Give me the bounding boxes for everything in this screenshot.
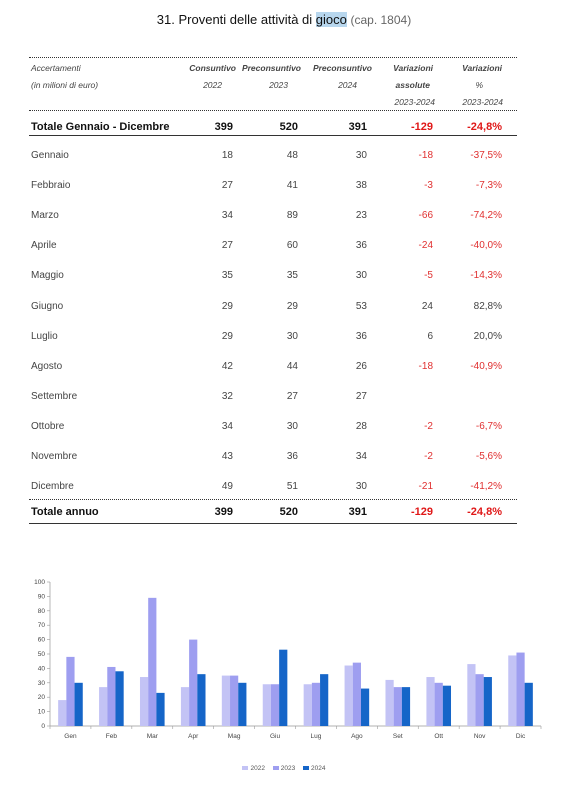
variation-pct: 82,8%	[473, 301, 502, 312]
total-top-2024: 391	[348, 121, 367, 133]
value-2024: 36	[355, 331, 367, 342]
bar-2023-Lug	[312, 683, 320, 726]
variation-pct: -40,9%	[470, 361, 502, 372]
value-2023: 29	[286, 301, 298, 312]
value-2024: 30	[355, 150, 367, 161]
total-top-rule	[29, 135, 517, 136]
variation-pct: -5,6%	[475, 451, 502, 462]
header-c5-l3: 2023-2024	[462, 97, 503, 107]
value-2023: 30	[286, 421, 298, 432]
x-tick-label: Ago	[351, 733, 363, 740]
table-row	[29, 331, 517, 347]
table-row	[29, 210, 517, 226]
value-2022: 18	[221, 150, 233, 161]
header-c2-l1: Preconsuntivo	[241, 63, 301, 73]
y-tick-label: 20	[37, 694, 45, 702]
month-label: Maggio	[31, 270, 64, 281]
value-2022: 27	[221, 180, 233, 191]
variation-pct: -7,3%	[475, 180, 502, 191]
value-2023: 44	[286, 361, 298, 372]
variation-abs: 24	[421, 301, 433, 312]
value-2024: 53	[355, 301, 367, 312]
table-bottom-rule	[29, 523, 517, 524]
value-2023: 60	[286, 240, 298, 251]
x-tick-label: Apr	[188, 733, 199, 740]
value-2023: 48	[286, 150, 298, 161]
value-2024: 30	[355, 270, 367, 281]
legend-item-2022	[242, 765, 264, 772]
bar-2023-Dic	[516, 653, 524, 726]
legend-label-2023: 2023	[280, 765, 296, 772]
title-cap: (cap. 1804)	[350, 13, 412, 27]
total-bottom-abs: -129	[410, 506, 433, 518]
bar-2022-Nov	[467, 664, 475, 726]
total-top-pct: -24,8%	[467, 121, 502, 133]
month-label: Novembre	[31, 451, 78, 462]
header-col0-l1: Accertamenti	[31, 63, 81, 73]
bar-chart	[26, 572, 546, 752]
table-row	[29, 361, 517, 377]
variation-abs: -2	[424, 451, 433, 462]
value-2022: 29	[221, 301, 233, 312]
value-2023: 27	[286, 391, 298, 402]
month-label: Gennaio	[31, 150, 69, 161]
bar-2023-Mar	[148, 598, 156, 726]
total-bottom-2022: 399	[214, 506, 233, 518]
value-2022: 29	[221, 331, 233, 342]
total-row-bottom	[29, 506, 517, 522]
total-top-2023: 520	[279, 121, 298, 133]
value-2024: 23	[355, 210, 367, 221]
bar-2023-Ago	[353, 663, 361, 726]
value-2022: 43	[221, 451, 233, 462]
bar-2022-Ott	[426, 677, 434, 726]
bar-2022-Apr	[181, 687, 189, 726]
header-c4-l1: Variazioni	[393, 63, 433, 73]
y-tick-label: 40	[37, 665, 45, 673]
header-c1-l2: 2022	[203, 80, 222, 90]
bar-2022-Lug	[304, 684, 312, 726]
bar-2023-Gen	[66, 657, 74, 726]
header-c1-l1: Consuntivo	[189, 63, 236, 73]
chart-legend	[0, 765, 568, 772]
y-tick-label: 90	[37, 593, 45, 601]
value-2023: 30	[286, 331, 298, 342]
bar-2024-Lug	[320, 674, 328, 726]
value-2022: 27	[221, 240, 233, 251]
header-c3-l1: Preconsuntivo	[312, 63, 372, 73]
table-row	[29, 391, 517, 407]
variation-abs: -18	[418, 361, 433, 372]
bar-2023-Giu	[271, 684, 279, 726]
y-tick-label: 0	[41, 723, 45, 730]
variation-pct: -41,2%	[470, 481, 502, 492]
y-tick-label: 50	[37, 651, 45, 658]
x-tick-label: Dic	[515, 733, 526, 740]
value-2023: 35	[286, 270, 298, 281]
total-top-abs: -129	[410, 121, 433, 133]
value-2023: 36	[286, 451, 298, 462]
variation-pct: -74,2%	[470, 210, 502, 221]
month-label: Agosto	[31, 361, 63, 372]
value-2024: 28	[355, 421, 367, 432]
header-c4-l3: 2023-2024	[394, 97, 435, 107]
x-tick-label: Mag	[227, 733, 241, 740]
value-2024: 27	[355, 391, 367, 402]
x-tick-label: Ott	[434, 733, 444, 740]
page-title	[0, 12, 568, 27]
month-label: Febbraio	[31, 180, 71, 191]
variation-abs: -18	[418, 150, 433, 161]
month-label: Settembre	[31, 391, 78, 402]
table-row	[29, 421, 517, 437]
variation-abs: -5	[424, 270, 433, 281]
header-bottom-rule	[29, 110, 517, 111]
value-2023: 51	[286, 481, 298, 492]
value-2023: 41	[286, 180, 298, 191]
bar-2022-Mag	[222, 676, 230, 726]
bar-2023-Mag	[230, 676, 238, 726]
month-label: Giugno	[31, 301, 64, 312]
total-bottom-2023: 520	[279, 506, 298, 518]
bar-2024-Mar	[156, 693, 164, 726]
month-label: Luglio	[31, 331, 58, 342]
variation-abs: -66	[418, 210, 433, 221]
bar-2023-Feb	[107, 667, 115, 726]
bar-2023-Nov	[476, 674, 484, 726]
variation-pct: 20,0%	[473, 331, 502, 342]
total-bottom-rule	[29, 499, 517, 500]
bar-2023-Ott	[435, 683, 443, 726]
table-row	[29, 150, 517, 166]
y-tick-label: 60	[37, 636, 45, 644]
legend-swatch-2023	[273, 766, 279, 770]
legend-swatch-2022	[242, 766, 248, 770]
table-row	[29, 451, 517, 467]
x-tick-label: Nov	[473, 733, 486, 740]
bar-2024-Nov	[484, 677, 492, 726]
variation-pct: -37,5%	[470, 150, 502, 161]
header-c2-l2: 2023	[269, 80, 288, 90]
bar-2022-Gen	[58, 700, 66, 726]
value-2023: 89	[286, 210, 298, 221]
title-main: 31. Proventi delle attività di	[156, 12, 316, 27]
table-row	[29, 180, 517, 196]
value-2022: 34	[221, 210, 233, 221]
bar-2024-Apr	[197, 674, 205, 726]
x-tick-label: Lug	[310, 733, 322, 740]
x-tick-label: Gen	[64, 733, 77, 740]
variation-abs: -2	[424, 421, 433, 432]
bar-2024-Ago	[361, 689, 369, 726]
variation-pct: -6,7%	[475, 421, 502, 432]
variation-pct: -14,3%	[470, 270, 502, 281]
variation-abs: -21	[418, 481, 433, 492]
value-2022: 49	[221, 481, 233, 492]
bar-2023-Set	[394, 687, 402, 726]
bar-2022-Dic	[508, 655, 516, 726]
variation-abs: 6	[427, 331, 433, 342]
bar-2024-Dic	[525, 683, 533, 726]
bar-2024-Gen	[75, 683, 83, 726]
bar-2024-Feb	[115, 671, 123, 726]
bar-2022-Set	[385, 680, 393, 726]
bar-2024-Mag	[238, 683, 246, 726]
legend-item-2023	[273, 765, 295, 772]
bar-2022-Mar	[140, 677, 148, 726]
table-row	[29, 301, 517, 317]
variation-abs: -24	[418, 240, 433, 251]
legend-label-2022: 2022	[250, 765, 265, 772]
value-2022: 34	[221, 421, 233, 432]
value-2024: 26	[355, 361, 367, 372]
value-2024: 36	[355, 240, 367, 251]
value-2024: 38	[355, 180, 367, 191]
value-2024: 34	[355, 451, 367, 462]
total-bottom-label: Totale annuo	[31, 506, 99, 518]
header-top-rule	[29, 57, 517, 58]
total-bottom-pct: -24,8%	[467, 506, 502, 518]
x-tick-label: Feb	[105, 733, 117, 740]
table-row	[29, 270, 517, 286]
variation-pct: -40,0%	[470, 240, 502, 251]
bar-2022-Giu	[263, 684, 271, 726]
legend-label-2024: 2024	[311, 765, 326, 772]
month-label: Ottobre	[31, 421, 65, 432]
table-row	[29, 481, 517, 497]
y-tick-label: 100	[34, 579, 45, 586]
bar-2023-Apr	[189, 640, 197, 726]
variation-abs: -3	[424, 180, 433, 191]
value-2024: 30	[355, 481, 367, 492]
bar-2024-Giu	[279, 650, 287, 726]
value-2022: 32	[221, 391, 233, 402]
title-highlight: gioco	[315, 12, 347, 27]
header-c5-l2: %	[475, 80, 483, 90]
bar-2024-Set	[402, 687, 410, 726]
x-tick-label: Giu	[269, 733, 281, 740]
header-col0-l2: (in milioni di euro)	[31, 80, 99, 90]
y-tick-label: 10	[37, 708, 45, 716]
total-top-2022: 399	[214, 121, 233, 133]
bar-2024-Ott	[443, 686, 451, 726]
header-c3-l2: 2024	[338, 80, 357, 90]
bar-2022-Feb	[99, 687, 107, 726]
y-tick-label: 30	[37, 679, 45, 687]
y-tick-label: 80	[37, 607, 45, 615]
header-c4-l2: assolute	[395, 80, 430, 90]
x-tick-label: Mar	[146, 733, 158, 740]
value-2022: 42	[221, 361, 233, 372]
month-label: Aprile	[31, 240, 57, 251]
legend-swatch-2024	[303, 766, 309, 770]
table-row	[29, 240, 517, 256]
total-top-label: Totale Gennaio - Dicembre	[31, 121, 170, 133]
total-bottom-2024: 391	[348, 506, 367, 518]
month-label: Marzo	[31, 210, 59, 221]
value-2022: 35	[221, 270, 233, 281]
x-tick-label: Set	[392, 733, 403, 740]
bar-2022-Ago	[345, 666, 353, 726]
month-label: Dicembre	[31, 481, 74, 492]
legend-item-2024	[303, 765, 325, 772]
y-tick-label: 70	[37, 622, 45, 630]
header-c5-l1: Variazioni	[462, 63, 502, 73]
